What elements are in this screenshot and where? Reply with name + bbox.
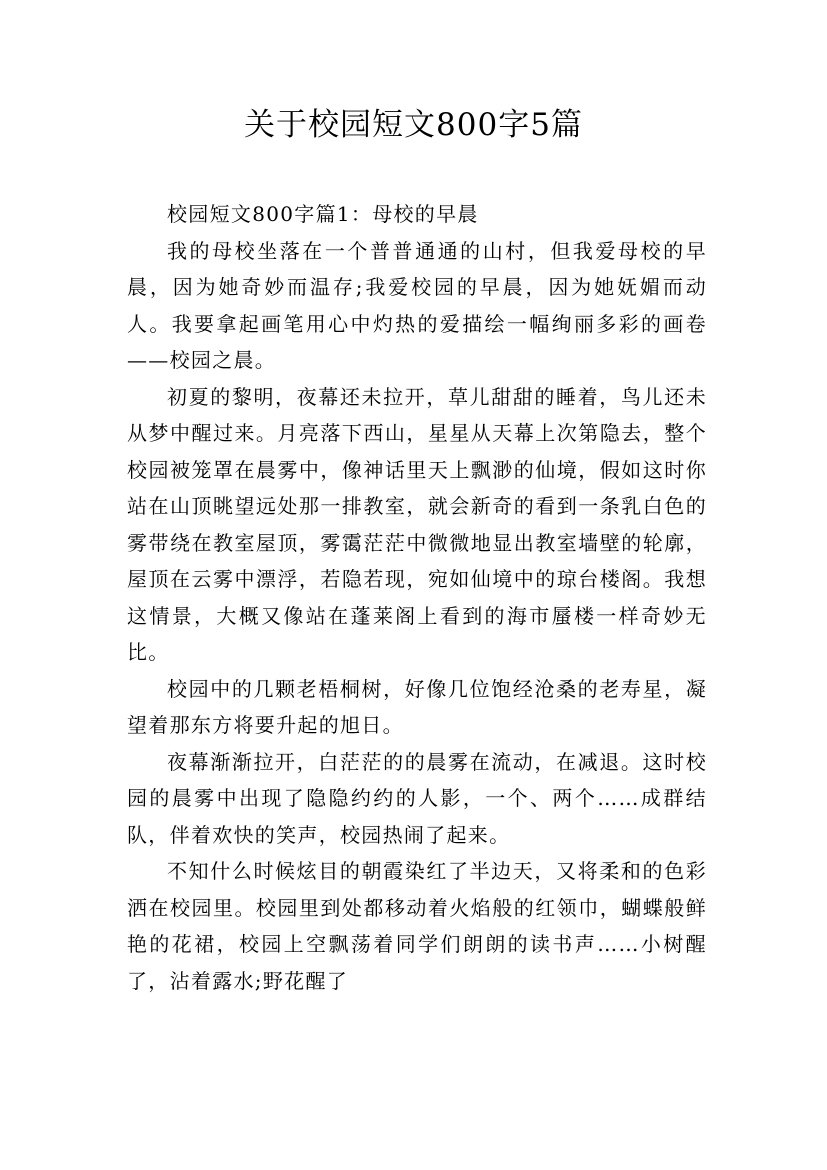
paragraph: 初夏的黎明，夜幕还未拉开，草儿甜甜的睡着，鸟儿还未从梦中醒过来。月亮落下西山，星星从天幕上次第隐去，整个校园被笼罩在晨雾中，像神话里天上飘渺的仙境，假如这时你站在山顶眺望远处那一排教室，就会新奇的看到一条乳白色的雾带绕在教室屋顶，雾霭茫茫中微微地显出教室墙壁的轮廓，屋顶在云雾中漂浮，若隐若现，宛如仙境中的琼台楼阁。我想这情景，大概又像站在蓬莱阁上看到的海市蜃楼一样奇妙无比。: [127, 384, 707, 664]
paragraph: 夜幕渐渐拉开，白茫茫的的晨雾在流动，在减退。这时校园的晨雾中出现了隐隐约约的人影，一个、两个……成群结队，伴着欢快的笑声，校园热闹了起来。: [127, 749, 707, 847]
paragraph: 校园中的几颗老梧桐树，好像几位饱经沧桑的老寿星，凝望着那东方将要升起的旭日。: [127, 676, 707, 737]
section-heading: 校园短文800字篇1：母校的早晨: [167, 202, 479, 226]
paragraph: 不知什么时候炫目的朝霞染红了半边天，又将柔和的色彩洒在校园里。校园里到处都移动着火焰般的红领巾，蝴蝶般鲜艳的花裙，校园上空飘荡着同学们朗朗的读书声……小树醒了，沾着露水;野花醒了: [127, 859, 707, 993]
document-title: 关于校园短文800字5篇: [244, 107, 583, 143]
paragraph: 我的母校坐落在一个普普通通的山村，但我爱母校的早晨，因为她奇妙而温存;我爱校园的早晨，因为她妩媚而动人。我要拿起画笔用心中灼热的爱描绘一幅绚丽多彩的画卷——校园之晨。: [127, 238, 707, 372]
document-body: [127, 196, 707, 999]
